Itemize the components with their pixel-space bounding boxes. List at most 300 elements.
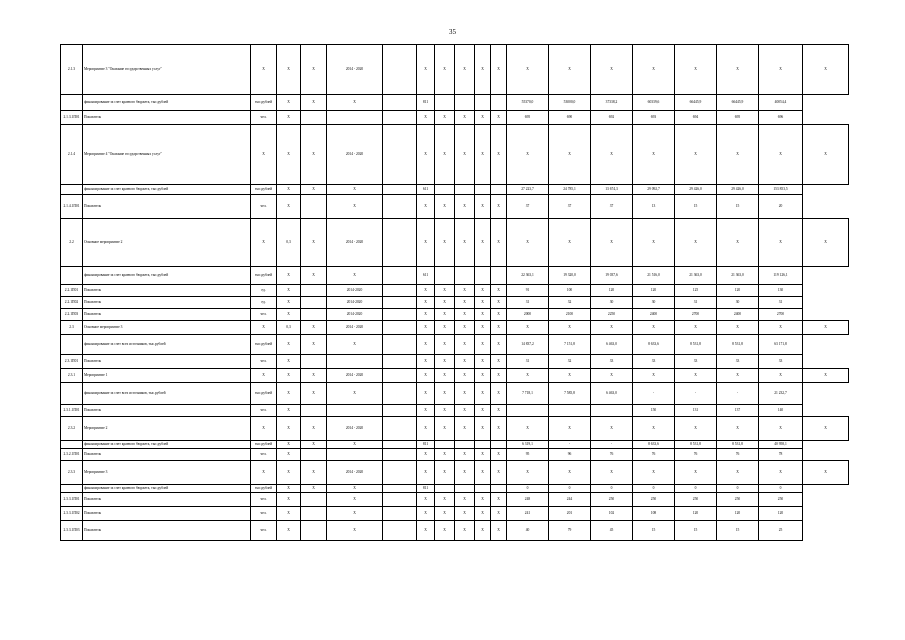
table-cell: 76 <box>633 449 675 461</box>
row-description-cell: Мероприятие 2 <box>83 417 251 441</box>
row-code-cell: 2.3.2 <box>61 417 83 441</box>
table-cell: X <box>717 321 759 335</box>
table-cell: X <box>475 383 491 405</box>
row-code-cell: 2.3.1.1П01 <box>61 405 83 417</box>
table-cell: 131 <box>675 405 717 417</box>
table-row <box>61 355 849 369</box>
table-cell: X <box>435 309 455 321</box>
table-cell: X <box>417 521 435 541</box>
table-cell: X <box>591 461 633 485</box>
table-cell: X <box>277 449 301 461</box>
table-cell <box>383 335 417 355</box>
table-cell <box>435 485 455 493</box>
table-cell: X <box>435 405 455 417</box>
table-cell: 0 <box>549 485 591 493</box>
table-cell: X <box>277 95 301 111</box>
table-cell: X <box>435 125 455 185</box>
table-cell: X <box>475 45 491 95</box>
table-cell: X <box>507 369 549 383</box>
table-cell: X <box>803 417 849 441</box>
table-cell: X <box>675 417 717 441</box>
table-cell: X <box>507 417 549 441</box>
table-cell: 37338,2 <box>591 95 633 111</box>
table-cell: X <box>507 125 549 185</box>
table-cell <box>383 383 417 405</box>
table-cell: X <box>455 321 475 335</box>
table-cell: X <box>277 441 301 449</box>
table-cell: 696 <box>759 111 803 125</box>
table-cell: X <box>549 321 591 335</box>
table-cell: X <box>455 195 475 219</box>
table-cell <box>383 461 417 485</box>
table-cell: X <box>803 461 849 485</box>
table-cell: X <box>327 521 383 541</box>
table-cell: - <box>675 383 717 405</box>
table-cell: X <box>475 405 491 417</box>
row-code-cell <box>61 383 83 405</box>
table-cell <box>327 405 383 417</box>
table-cell: 7 151,8 <box>549 335 591 355</box>
row-code-cell <box>61 267 83 285</box>
table-cell: 25 <box>759 521 803 541</box>
table-cell: 2700 <box>759 309 803 321</box>
table-cell: 21 232,7 <box>759 383 803 405</box>
table-cell: 79 <box>549 521 591 541</box>
table-cell: X <box>455 309 475 321</box>
table-cell: X <box>417 45 435 95</box>
table-cell: 611 <box>417 267 435 285</box>
table-cell: X <box>435 355 455 369</box>
table-cell: X <box>327 267 383 285</box>
table-cell: X <box>251 417 277 441</box>
table-cell <box>383 507 417 521</box>
table-cell: X <box>491 449 507 461</box>
table-cell <box>383 45 417 95</box>
table-cell: X <box>301 485 327 493</box>
table-cell: X <box>803 125 849 185</box>
row-description-cell: Показатель <box>83 355 251 369</box>
table-cell <box>435 95 455 111</box>
table-cell <box>301 493 327 507</box>
table-cell: 15 <box>717 195 759 219</box>
table-cell: X <box>507 321 549 335</box>
table-cell: 30 <box>591 297 633 309</box>
table-cell: X <box>591 417 633 441</box>
table-cell: X <box>327 485 383 493</box>
table-cell: X <box>417 507 435 521</box>
table-cell: 201 <box>549 507 591 521</box>
table-cell: 250 <box>675 493 717 507</box>
table-cell: 33 <box>591 355 633 369</box>
table-cell: X <box>717 125 759 185</box>
table-cell: 24 785,1 <box>549 185 591 195</box>
table-cell: X <box>475 335 491 355</box>
table-cell: X <box>417 111 435 125</box>
table-cell: 22 363,1 <box>507 267 549 285</box>
table-cell: 2014 - 2020 <box>327 461 383 485</box>
table-cell: 29 092,7 <box>633 185 675 195</box>
table-cell: X <box>455 45 475 95</box>
table-cell: 811 <box>417 95 435 111</box>
table-cell: X <box>301 95 327 111</box>
table-cell: 250 <box>717 493 759 507</box>
table-cell: X <box>549 461 591 485</box>
table-cell <box>383 111 417 125</box>
row-code-cell <box>61 185 83 195</box>
table-cell: X <box>455 369 475 383</box>
table-cell: 811 <box>417 485 435 493</box>
row-description-cell: Показатель <box>83 309 251 321</box>
table-cell: 33 <box>633 355 675 369</box>
table-cell: X <box>435 383 455 405</box>
table-cell: X <box>455 405 475 417</box>
row-code-cell: 2.3.1 <box>61 369 83 383</box>
table-cell: чел. <box>251 309 277 321</box>
table-cell: 14 837,2 <box>507 335 549 355</box>
table-cell: 15 <box>717 521 759 541</box>
table-cell: тыс.рублей <box>251 95 277 111</box>
table-cell <box>301 507 327 521</box>
table-cell: - <box>549 441 591 449</box>
table-cell: 15 <box>675 521 717 541</box>
row-description-cell: Показатель <box>83 449 251 461</box>
table-cell: X <box>455 355 475 369</box>
table-cell: X <box>435 335 455 355</box>
table-row <box>61 195 849 219</box>
table-cell: - <box>591 441 633 449</box>
table-cell <box>491 441 507 449</box>
table-cell <box>327 355 383 369</box>
table-cell: чел. <box>251 195 277 219</box>
table-cell: 6 463,0 <box>591 335 633 355</box>
table-cell <box>301 405 327 417</box>
row-description-cell: Мероприятие 4 "Оказание государственных услуг" <box>83 125 251 185</box>
table-cell: X <box>277 507 301 521</box>
table-cell: X <box>277 297 301 309</box>
table-cell: X <box>759 45 803 95</box>
table-cell: X <box>491 335 507 355</box>
table-cell: X <box>633 321 675 335</box>
table-cell: 91 <box>507 285 549 297</box>
table-cell: X <box>327 195 383 219</box>
table-cell: 2014 - 2020 <box>327 417 383 441</box>
table-cell: X <box>277 195 301 219</box>
table-cell <box>383 485 417 493</box>
table-cell: X <box>417 321 435 335</box>
table-cell: X <box>475 309 491 321</box>
table-cell: 37 <box>549 195 591 219</box>
table-cell: X <box>277 45 301 95</box>
table-cell: X <box>251 125 277 185</box>
table-row <box>61 507 849 521</box>
table-cell: X <box>301 369 327 383</box>
table-cell: X <box>491 309 507 321</box>
table-cell: X <box>507 219 549 267</box>
table-cell: ед. <box>251 285 277 297</box>
table-cell: X <box>277 125 301 185</box>
table-cell: X <box>475 355 491 369</box>
table-row <box>61 485 849 493</box>
table-cell: чел. <box>251 449 277 461</box>
table-cell: 2014 - 2020 <box>327 125 383 185</box>
table-cell: 0 <box>591 485 633 493</box>
table-cell: 31 <box>507 297 549 309</box>
table-cell <box>383 355 417 369</box>
table-cell: 108 <box>633 507 675 521</box>
table-row <box>61 297 849 309</box>
table-cell: X <box>327 507 383 521</box>
table-cell: X <box>417 285 435 297</box>
table-cell: 31 <box>675 297 717 309</box>
table-cell <box>475 267 491 285</box>
table-cell: X <box>591 45 633 95</box>
table-cell <box>455 267 475 285</box>
table-cell: X <box>591 321 633 335</box>
table-cell: 21 363,0 <box>717 267 759 285</box>
table-cell: X <box>455 493 475 507</box>
table-cell: X <box>491 195 507 219</box>
table-cell: X <box>475 219 491 267</box>
table-cell <box>455 95 475 111</box>
table-cell: 120 <box>717 507 759 521</box>
row-description-cell: Показатель <box>83 195 251 219</box>
row-code-cell <box>61 95 83 111</box>
table-cell: X <box>549 125 591 185</box>
table-cell: X <box>435 369 455 383</box>
table-cell: X <box>435 493 455 507</box>
table-cell: X <box>591 219 633 267</box>
table-cell: 2100 <box>549 309 591 321</box>
table-cell: X <box>455 449 475 461</box>
table-cell: тыс.рублей <box>251 485 277 493</box>
table-cell: X <box>475 461 491 485</box>
table-cell: 40054,4 <box>759 95 803 111</box>
table-cell: 611 <box>417 185 435 195</box>
table-cell: X <box>633 461 675 485</box>
table-cell <box>491 95 507 111</box>
table-cell: 695 <box>507 111 549 125</box>
table-cell: X <box>475 449 491 461</box>
table-cell: X <box>475 125 491 185</box>
table-row <box>61 285 849 297</box>
table-cell: 96 <box>549 449 591 461</box>
table-cell: 692 <box>591 111 633 125</box>
table-cell: 250 <box>633 493 675 507</box>
row-code-cell: 2.1.3 <box>61 45 83 95</box>
table-cell: 21 516,0 <box>633 267 675 285</box>
table-row <box>61 335 849 355</box>
table-cell: X <box>327 441 383 449</box>
row-code-cell: 2.2 <box>61 219 83 267</box>
table-cell <box>383 321 417 335</box>
table-cell: X <box>301 461 327 485</box>
table-cell <box>507 405 549 417</box>
table-cell: 140 <box>759 405 803 417</box>
row-description-cell: финансирование за счет краевого бюджета, тыс.рублей <box>83 485 251 493</box>
table-cell: X <box>301 185 327 195</box>
table-cell <box>383 297 417 309</box>
table-cell: 32 <box>549 297 591 309</box>
table-cell: X <box>277 493 301 507</box>
table-cell <box>301 195 327 219</box>
table-cell: 120 <box>759 507 803 521</box>
table-cell: 0 <box>633 485 675 493</box>
table-cell: 2014-2020 <box>327 285 383 297</box>
table-cell: X <box>491 521 507 541</box>
table-cell: 2400 <box>633 309 675 321</box>
table-cell: 76 <box>591 449 633 461</box>
table-cell: чел. <box>251 507 277 521</box>
table-row <box>61 493 849 507</box>
table-cell: 119 126,1 <box>759 267 803 285</box>
table-cell <box>491 185 507 195</box>
table-cell: X <box>327 493 383 507</box>
table-cell: X <box>475 285 491 297</box>
table-cell <box>301 111 327 125</box>
page-number: 35 <box>449 28 456 36</box>
table-cell: X <box>475 417 491 441</box>
table-cell: 45 <box>591 521 633 541</box>
table-cell <box>475 441 491 449</box>
table-cell: X <box>435 521 455 541</box>
table-cell: 29 426,0 <box>675 185 717 195</box>
table-cell: X <box>277 309 301 321</box>
table-cell: X <box>435 111 455 125</box>
table-cell: X <box>633 125 675 185</box>
table-cell: 76 <box>717 449 759 461</box>
row-description-cell: Мероприятие 1 <box>83 369 251 383</box>
table-cell: X <box>327 95 383 111</box>
table-cell: X <box>417 309 435 321</box>
table-cell <box>383 285 417 297</box>
table-cell <box>383 219 417 267</box>
table-cell: X <box>277 461 301 485</box>
row-code-cell: 2.3.3 <box>61 461 83 485</box>
table-cell: X <box>435 195 455 219</box>
table-row <box>61 441 849 449</box>
row-description-cell: Показатель <box>83 405 251 417</box>
row-code-cell: 2.3.3.1П01 <box>61 493 83 507</box>
table-cell: X <box>491 369 507 383</box>
table-cell: 244 <box>549 493 591 507</box>
table-cell: 2014 - 2020 <box>327 219 383 267</box>
table-cell: 153 853,5 <box>759 185 803 195</box>
table-cell: X <box>417 493 435 507</box>
row-description-cell: Показатель <box>83 521 251 541</box>
table-cell <box>435 185 455 195</box>
table-cell: X <box>475 493 491 507</box>
table-cell: 2700 <box>675 309 717 321</box>
table-cell <box>435 441 455 449</box>
table-cell: 100 <box>549 285 591 297</box>
row-description-cell: Показатель <box>83 111 251 125</box>
table-cell: X <box>633 219 675 267</box>
table-row <box>61 417 849 441</box>
table-cell: X <box>435 285 455 297</box>
table-cell: 13 674,3 <box>591 185 633 195</box>
table-cell <box>491 267 507 285</box>
table-cell: 76 <box>675 449 717 461</box>
table-cell: X <box>417 417 435 441</box>
table-row <box>61 95 849 111</box>
table-cell: X <box>475 507 491 521</box>
row-description-cell: Показатель <box>83 297 251 309</box>
table-cell: X <box>455 125 475 185</box>
table-cell: X <box>475 521 491 541</box>
table-cell: X <box>455 297 475 309</box>
table-cell: X <box>301 45 327 95</box>
table-cell: 811 <box>417 441 435 449</box>
table-cell: X <box>277 285 301 297</box>
row-code-cell: 2.3.1П01 <box>61 355 83 369</box>
table-cell: X <box>251 321 277 335</box>
table-cell: чел. <box>251 521 277 541</box>
table-cell: X <box>301 321 327 335</box>
table-cell: 8 531,8 <box>717 335 759 355</box>
table-cell: X <box>435 321 455 335</box>
table-cell <box>301 285 327 297</box>
table-cell: тыс.рублей <box>251 441 277 449</box>
table-cell: X <box>435 219 455 267</box>
table-cell: X <box>491 285 507 297</box>
table-cell: 19 320,0 <box>549 267 591 285</box>
table-cell <box>327 111 383 125</box>
table-cell: 102 <box>591 507 633 521</box>
table-cell: 6 319,1 <box>507 441 549 449</box>
table-cell: X <box>633 417 675 441</box>
table-cell: 7 718,1 <box>507 383 549 405</box>
table-cell: X <box>759 369 803 383</box>
table-cell: 0 <box>717 485 759 493</box>
row-description-cell: финансирование за счет краевого бюджета, тыс.рублей <box>83 441 251 449</box>
table-cell: 241 <box>507 507 549 521</box>
table-cell: X <box>455 285 475 297</box>
table-cell: X <box>277 485 301 493</box>
table-cell: X <box>277 355 301 369</box>
table-cell: X <box>301 383 327 405</box>
table-cell: 6 463,0 <box>591 383 633 405</box>
table-cell: X <box>417 355 435 369</box>
table-cell: чел. <box>251 111 277 125</box>
table-row <box>61 309 849 321</box>
table-cell <box>301 309 327 321</box>
table-cell <box>591 405 633 417</box>
row-code-cell <box>61 335 83 355</box>
table-cell: X <box>491 461 507 485</box>
row-description-cell: Основное мероприятие 2 <box>83 219 251 267</box>
table-cell: X <box>759 321 803 335</box>
table-cell: X <box>455 417 475 441</box>
table-cell <box>383 493 417 507</box>
table-row <box>61 185 849 195</box>
table-cell: X <box>435 297 455 309</box>
table-row <box>61 461 849 485</box>
table-cell <box>549 405 591 417</box>
row-code-cell: 2.3.3.1П02 <box>61 507 83 521</box>
table-cell: 2250 <box>591 309 633 321</box>
table-cell: X <box>717 219 759 267</box>
table-cell: X <box>759 417 803 441</box>
table-cell <box>383 441 417 449</box>
table-cell: X <box>717 417 759 441</box>
table-cell: 63 171,8 <box>759 335 803 355</box>
table-cell: X <box>435 417 455 441</box>
table-cell: X <box>417 383 435 405</box>
table-cell: X <box>277 521 301 541</box>
table-cell: 55370,0 <box>507 95 549 111</box>
table-cell: 0 <box>507 485 549 493</box>
program-table <box>60 44 849 541</box>
